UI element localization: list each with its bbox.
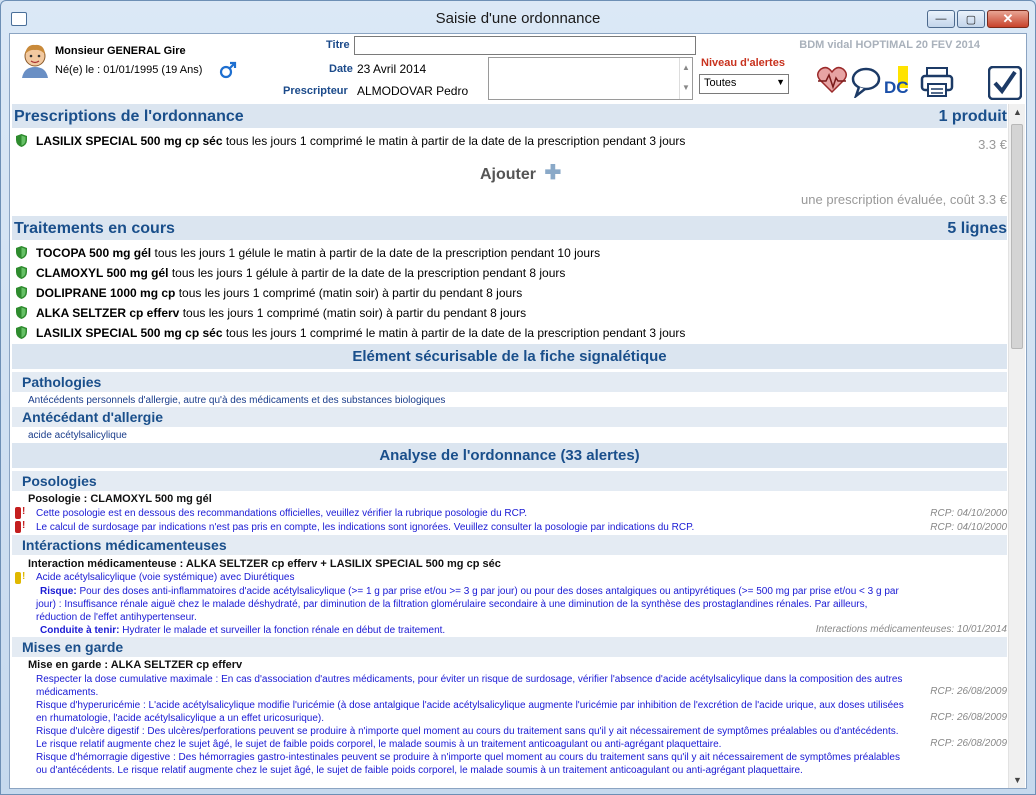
posologie-item: Posologie : CLAMOXYL 500 mg gél (28, 493, 212, 505)
prescription-content[interactable] (12, 104, 1007, 788)
scroll-thumb[interactable] (1011, 124, 1023, 349)
minimize-button[interactable]: — (927, 10, 955, 28)
traitement-name: CLAMOXYL 500 mg gél (36, 266, 169, 280)
notes-scrollbar[interactable]: ▲ ▼ (679, 58, 692, 99)
speech-bubble-icon[interactable] (850, 66, 882, 98)
pathologies-text: Antécédents personnels d'allergie, autre qu'à des médicaments et des substances biologiques (28, 395, 446, 406)
date-label: Date (329, 63, 353, 75)
bdm-version: BDM vidal HOPTIMAL 20 FEV 2014 (799, 39, 980, 51)
mise-rcp: RCP: 26/08/2009 (930, 712, 1007, 723)
scroll-down-icon[interactable]: ▼ (1013, 775, 1022, 785)
avatar[interactable] (18, 42, 52, 78)
alert-level-select[interactable] (699, 74, 789, 94)
male-icon (218, 60, 238, 80)
traitement-line[interactable] (16, 286, 522, 300)
posologies-header: Posologies (12, 471, 1007, 491)
shield-icon (16, 134, 27, 147)
interaction-item: Interaction médicamenteuse : ALKA SELTZER cp efferv + LASILIX SPECIAL 500 mg cp séc (28, 558, 501, 570)
close-button[interactable]: ✕ (987, 10, 1029, 28)
mises-header: Mises en garde (12, 637, 1007, 657)
prescriptions-title: Prescriptions de l'ordonnance (14, 108, 244, 125)
interaction-line[interactable]: Acide acétylsalicylique (voie systémique) avec Diurétiques (36, 572, 295, 583)
shield-icon (16, 286, 27, 299)
title-bar[interactable] (1, 1, 1035, 33)
notes-textarea[interactable] (488, 57, 693, 100)
mise-rcp: RCP: 26/08/2009 (930, 686, 1007, 697)
add-prescription-button[interactable] (480, 160, 561, 185)
fiche-header: Elément sécurisable de la fiche signalétique (12, 344, 1007, 369)
traitement-name: TOCOPA 500 mg gél (36, 246, 152, 260)
traitement-line[interactable] (16, 326, 685, 340)
risque-label: Risque: (40, 586, 77, 597)
interaction-risque (36, 585, 906, 624)
shield-icon (16, 326, 27, 339)
prescription-summary: une prescription évaluée, coût 3.3 € (801, 192, 1007, 207)
traitement-detail: tous les jours 1 comprimé (matin soir) à partir du pendant 8 jours (175, 286, 523, 300)
traitement-name: ALKA SELTZER cp efferv (36, 306, 180, 320)
printer-icon[interactable] (920, 66, 954, 98)
posologie-rcp: RCP: 04/10/2000 (930, 522, 1007, 533)
mise-line[interactable]: Risque d'hyperuricémie : L'acide acétylsalicylique modifie l'uricémie (à dose antalgique l'acide acétylsalicylique augmente l'uricémie par inhibition de l'excrétion de l'acide urique, aux doses utilisées en rhumatologie, l'acide acétylsalicylique a un effet uricosurique). (36, 700, 904, 724)
alert-yellow-icon (15, 572, 21, 584)
titre-input[interactable] (354, 36, 696, 55)
mise-line[interactable]: Respecter la dose cumulative maximale : En cas d'association d'autres médicaments, pour éviter un risque de surdosage, vérifier l'absence d'acide acétylsalicylique dans la composition des autres médicaments. (36, 674, 903, 698)
analyse-header: Analyse de l'ordonnance (33 alertes) (12, 443, 1007, 468)
prescription-line[interactable] (16, 134, 685, 148)
maximize-button[interactable]: ▢ (957, 10, 985, 28)
prescripteur-label: Prescripteur (283, 85, 348, 97)
prescription-name: LASILIX SPECIAL 500 mg cp séc (36, 134, 223, 148)
mise-rcp: RCP: 26/08/2009 (930, 738, 1007, 749)
alert-level-label: Niveau d'alertes (701, 57, 785, 69)
traitements-header (12, 216, 1007, 240)
prescription-header (10, 34, 1026, 104)
mise-line[interactable]: Risque d'hémorragie digestive : Des hémorragies gastro-intestinales peuvent se produire à n'importe quel moment au cours du traitement sans qu'il y ait nécessairement de symptômes préalables ou d'antécédents. Le risque relatif augmente chez le sujet âgé, le sujet de faible poids corporel, le malade soumis à un traitement anticoagulant ou anti-agrégant plaquettaire. (36, 752, 900, 776)
traitement-line[interactable] (16, 266, 565, 280)
posologie-rcp: RCP: 04/10/2000 (930, 508, 1007, 519)
interaction-conduite (36, 624, 906, 637)
conduite-label: Conduite à tenir: (40, 625, 120, 636)
shield-icon (16, 246, 27, 259)
traitements-title: Traitements en cours (14, 220, 175, 237)
traitements-count: 5 lignes (947, 220, 1007, 237)
traitement-detail: tous les jours 1 gélule à partir de la date de la prescription pendant 8 jours (168, 266, 566, 280)
traitement-detail: tous les jours 1 gélule le matin à partir de la date de la prescription pendant 10 jours (151, 246, 601, 260)
shield-icon (16, 306, 27, 319)
posologie-alert[interactable]: Le calcul de surdosage par indications n'est pas pris en compte, les indications sont ignorées. Veuillez consulter la posologie par indications du RCP. (36, 522, 695, 533)
titre-label: Titre (326, 39, 350, 51)
mise-item: Mise en garde : ALKA SELTZER cp efferv (28, 659, 243, 671)
interaction-source: Interactions médicamenteuses: 10/01/2014 (815, 624, 1007, 635)
allergie-text: acide acétylsalicylique (28, 430, 127, 441)
alert-red-icon (15, 521, 21, 533)
date-value[interactable]: 23 Avril 2014 (357, 62, 427, 76)
traitement-name: LASILIX SPECIAL 500 mg cp séc (36, 326, 223, 340)
patient-name: Monsieur GENERAL Gire (55, 45, 186, 57)
allergie-header: Antécédant d'allergie (12, 407, 1007, 427)
content-scrollbar[interactable] (1008, 104, 1025, 788)
window-title: Saisie d'une ordonnance (435, 10, 601, 27)
dc-label: DC (884, 78, 909, 97)
posologie-alert[interactable]: Cette posologie est en dessous des recommandations officielles, veuillez vérifier la rubrique posologie du RCP. (36, 508, 528, 519)
interactions-header: Intéractions médicamenteuses (12, 535, 1007, 555)
traitement-detail: tous les jours 1 comprimé (matin soir) à partir du pendant 8 jours (179, 306, 527, 320)
mise-line[interactable]: Risque d'ulcère digestif : Des ulcères/perforations peuvent se produire à n'importe quel moment au cours du traitement sans qu'il y ait nécessairement de symptômes préalables ou d'antécédents. Le risque relatif augmente chez le sujet âgé, le sujet de faible poids corporel, le malade soumis à un traitement anticoagulant ou anti-agrégant plaquettaire. (36, 726, 899, 750)
prescripteur-value[interactable]: ALMODOVAR Pedro (357, 84, 469, 98)
traitement-name: DOLIPRANE 1000 mg cp (36, 286, 176, 300)
dc-button[interactable] (882, 70, 912, 98)
prescriptions-header (12, 104, 1007, 128)
chevron-down-icon: ▼ (776, 77, 785, 87)
pathologies-header: Pathologies (12, 372, 1007, 392)
prescription-price: 3.3 € (978, 137, 1007, 152)
validate-check-icon[interactable] (988, 66, 1022, 100)
alert-red-icon (15, 507, 21, 519)
add-label: Ajouter (480, 166, 536, 183)
heart-monitor-icon[interactable] (816, 66, 848, 94)
conduite-text: Hydrater le malade et surveiller la fonction rénale en début de traitement. (119, 625, 446, 636)
risque-text: Pour des doses anti-inflammatoires d'acide acétylsalicylique (>= 1 g par prise et/ou >= 3 g par jour) ou pour des doses antalgiques ou antipyrétiques (>= 500 mg par prise et/ou < 3 g par jour) : Insuffisance rénale aiguë chez le malade déshydraté, par diminution de la filtration glomérulaire secondaire à une diminution de la synthèse des prostaglandines rénales. Par ailleurs, réduction de l'effet antihypertenseur. (36, 586, 899, 623)
prescriptions-count: 1 produit (938, 108, 1007, 125)
prescription-detail: tous les jours 1 comprimé le matin à partir de la date de la prescription pendant 3 jours (222, 134, 686, 148)
alert-level-value: Toutes (704, 77, 737, 89)
traitement-line[interactable] (16, 306, 526, 320)
traitement-detail: tous les jours 1 comprimé le matin à partir de la date de la prescription pendant 3 jours (222, 326, 686, 340)
shield-icon (16, 266, 27, 279)
plus-icon: ✚ (544, 162, 562, 184)
patient-dob: Né(e) le : 01/01/1995 (19 Ans) (55, 64, 203, 76)
client-area (9, 33, 1027, 789)
traitement-line[interactable] (16, 246, 600, 260)
scroll-up-icon[interactable]: ▲ (1013, 107, 1022, 117)
